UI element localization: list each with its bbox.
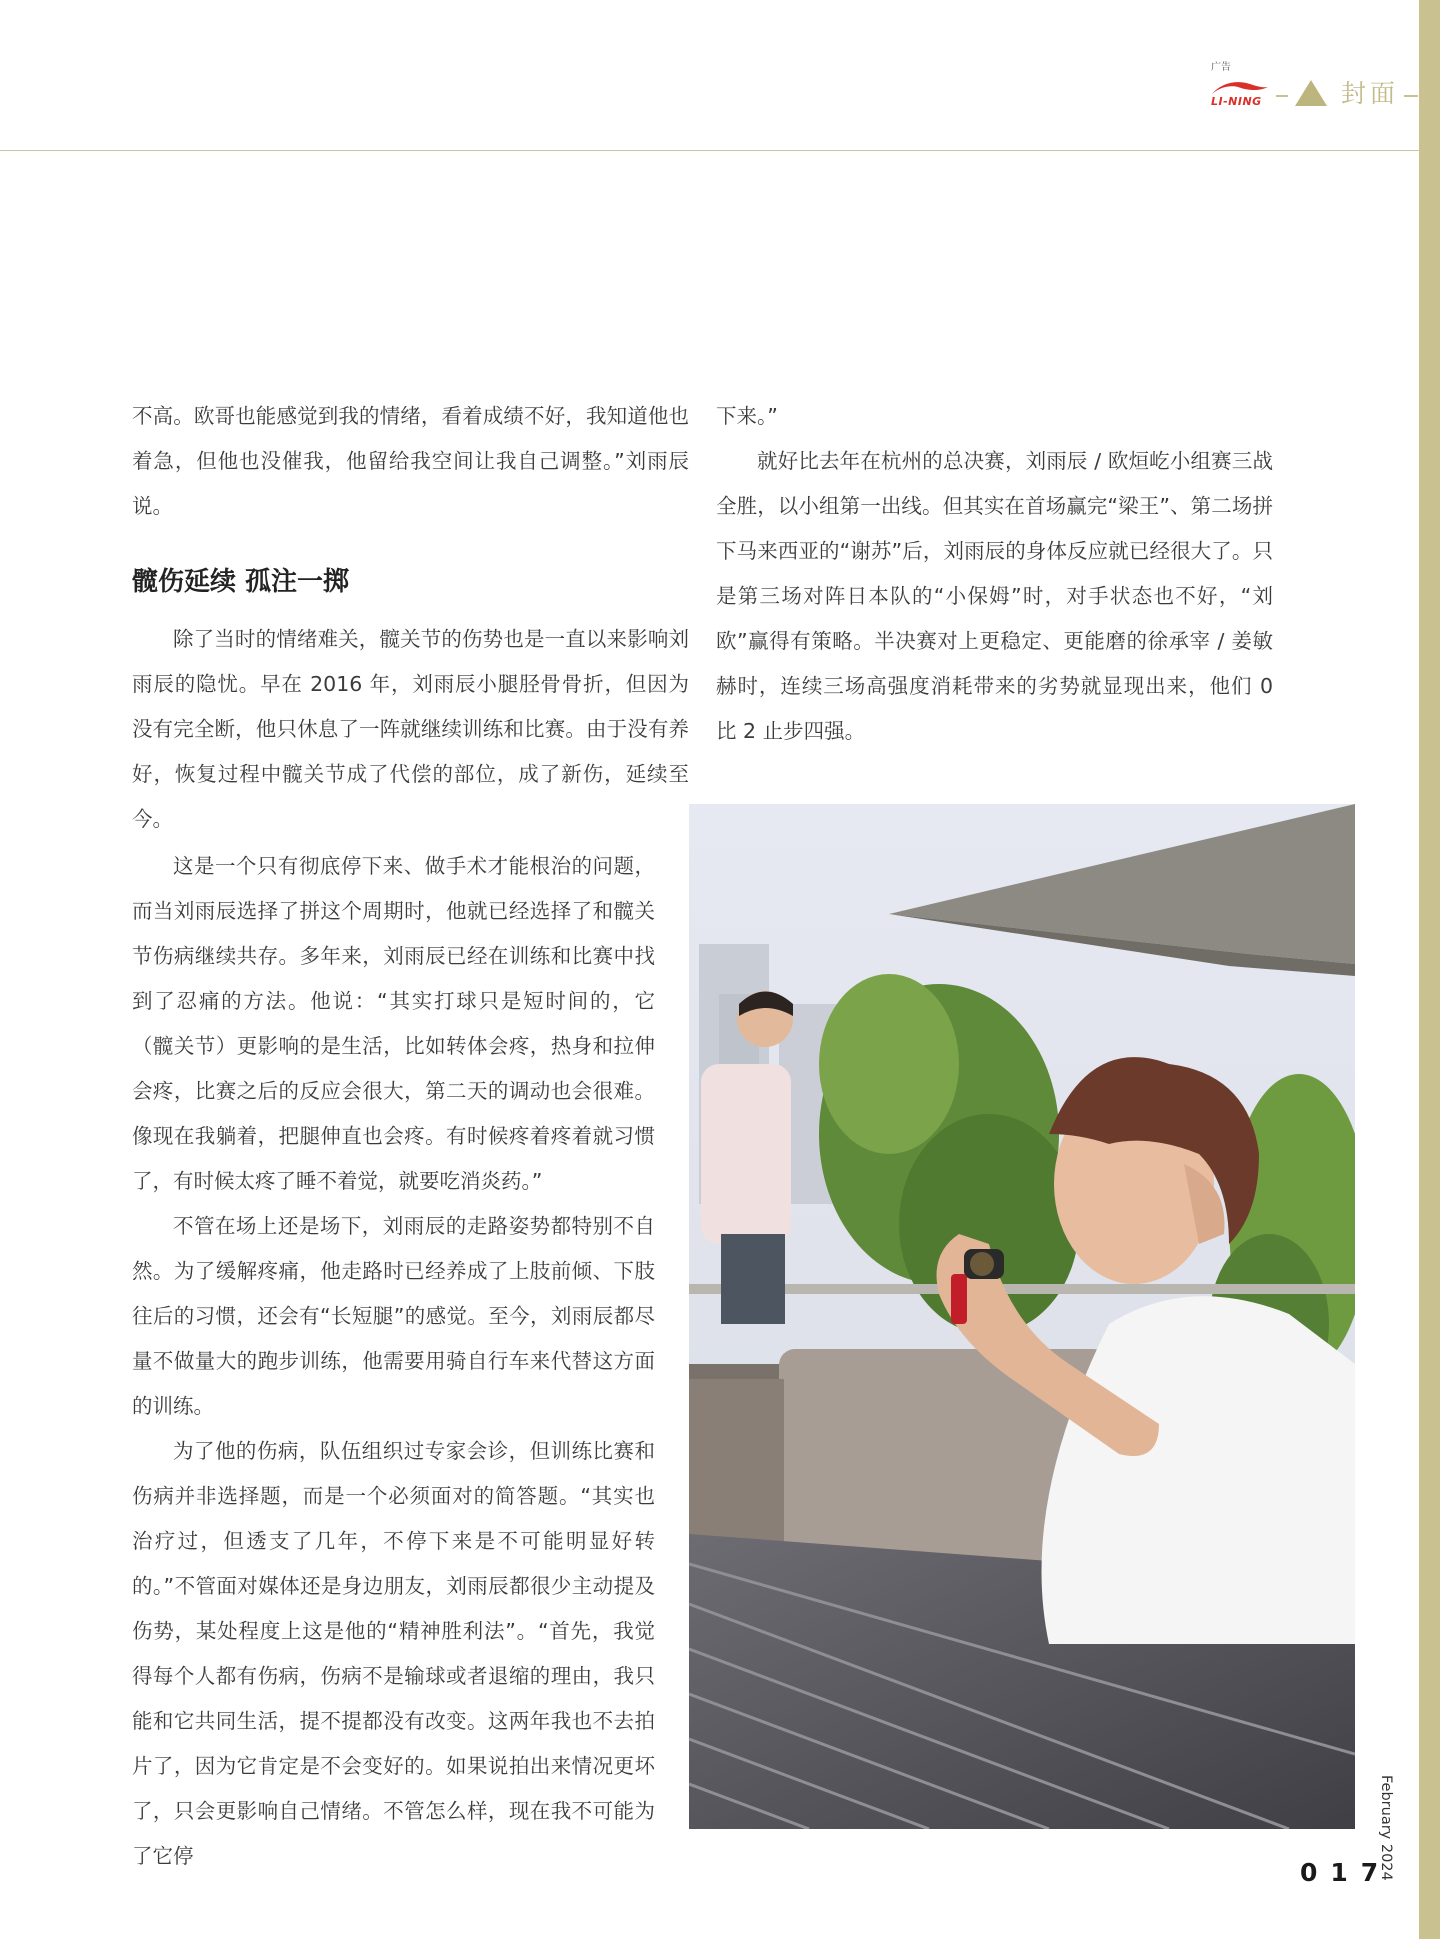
section-heading: 髋伤延续 孤注一掷 xyxy=(132,567,350,597)
issue-date xyxy=(1378,1775,1402,1905)
left-column-top xyxy=(132,394,689,529)
header-divider xyxy=(0,150,1420,151)
portrait-photo xyxy=(689,804,1355,1829)
edge-color-stripe xyxy=(1419,0,1440,1939)
left-column-mid xyxy=(132,617,689,842)
section-label: 封面 xyxy=(1341,79,1400,108)
paragraph: 就好比去年在杭州的总决赛，刘雨辰 / 欧烜屹小组赛三战全胜，以小组第一出线。但其实在首场赢完“梁王”、第二场拼下马来西亚的“谢苏”后，刘雨辰的身体反应就已经很大了。只是第三场对阵日本队的“小保姆”时，对手状态也不好，“刘欧”赢得有策略。半决赛对上更稳定、更能磨的徐承宰 / 姜敏赫时，连续三场高强度消耗带来的劣势就显现出来，他们 0 比 2 止步四强。 xyxy=(716,449,1273,743)
left-column-low xyxy=(132,844,655,1879)
section-dash-right xyxy=(1404,95,1418,97)
triangle-icon xyxy=(1293,78,1329,108)
paragraph: 为了他的伤病，队伍组织过专家会诊，但训练比赛和伤病并非选择题，而是一个必须面对的简答题。“其实也治疗过，但透支了几年，不停下来是不可能明显好转的。”不管面对媒体还是身边朋友，刘雨辰都很少主动提及伤势，某处程度上这是他的“精神胜利法”。“首先，我觉得每个人都有伤病，伤病不是输球或者退缩的理由，我只能和它共同生活，提不提都没有改变。这两年我也不去拍片了，因为它肯定是不会变好的。如果说拍出来情况更坏了，只会更影响自己情绪。不管怎么样，现在我不可能为了它停 xyxy=(132,1439,655,1868)
section-dash-left xyxy=(1276,95,1288,97)
li-ning-swoosh-icon xyxy=(1210,78,1270,96)
issue-date-text: February 2024 xyxy=(1378,1775,1394,1881)
paragraph: 这是一个只有彻底停下来、做手术才能根治的问题，而当刘雨辰选择了拼这个周期时，他就已经选择了和髋关节伤病继续共存。多年来，刘雨辰已经在训练和比赛中找到了忍痛的方法。他说：“其实打球只是短时间的，它（髋关节）更影响的是生活，比如转体会疼，热身和拉伸会疼，比赛之后的反应会很大，第二天的调动也会很难。像现在我躺着，把腿伸直也会疼。有时候疼着疼着就习惯了，有时候太疼了睡不着觉，就要吃消炎药。” xyxy=(132,854,655,1193)
page-number: 017 xyxy=(1300,1858,1392,1887)
right-column xyxy=(716,394,1273,754)
paragraph: 不管在场上还是场下，刘雨辰的走路姿势都特别不自然。为了缓解疼痛，他走路时已经养成了上肢前倾、下肢往后的习惯，还会有“长短腿”的感觉。至今，刘雨辰都尽量不做量大的跑步训练，他需要用骑自行车来代替这方面的训练。 xyxy=(132,1214,655,1418)
brand-wordmark: LI-NING xyxy=(1211,95,1262,108)
paragraph: 除了当时的情绪难关，髋关节的伤势也是一直以来影响刘雨辰的隐忧。早在 2016 年，刘雨辰小腿胫骨骨折，但因为没有完全断，他只休息了一阵就继续训练和比赛。由于没有养好，恢复过程中髋关节成了代偿的部位，成了新伤，延续至今。 xyxy=(132,627,689,831)
paragraph: 不高。欧哥也能感觉到我的情绪，看着成绩不好，我知道他也着急，但他也没催我，他留给我空间让我自己调整。”刘雨辰说。 xyxy=(132,404,689,518)
section-heading-block xyxy=(132,560,689,605)
paragraph-continuation: 下来。” xyxy=(716,404,778,428)
photo-illustration xyxy=(689,804,1355,1829)
ad-label: 广告 xyxy=(1211,62,1231,73)
